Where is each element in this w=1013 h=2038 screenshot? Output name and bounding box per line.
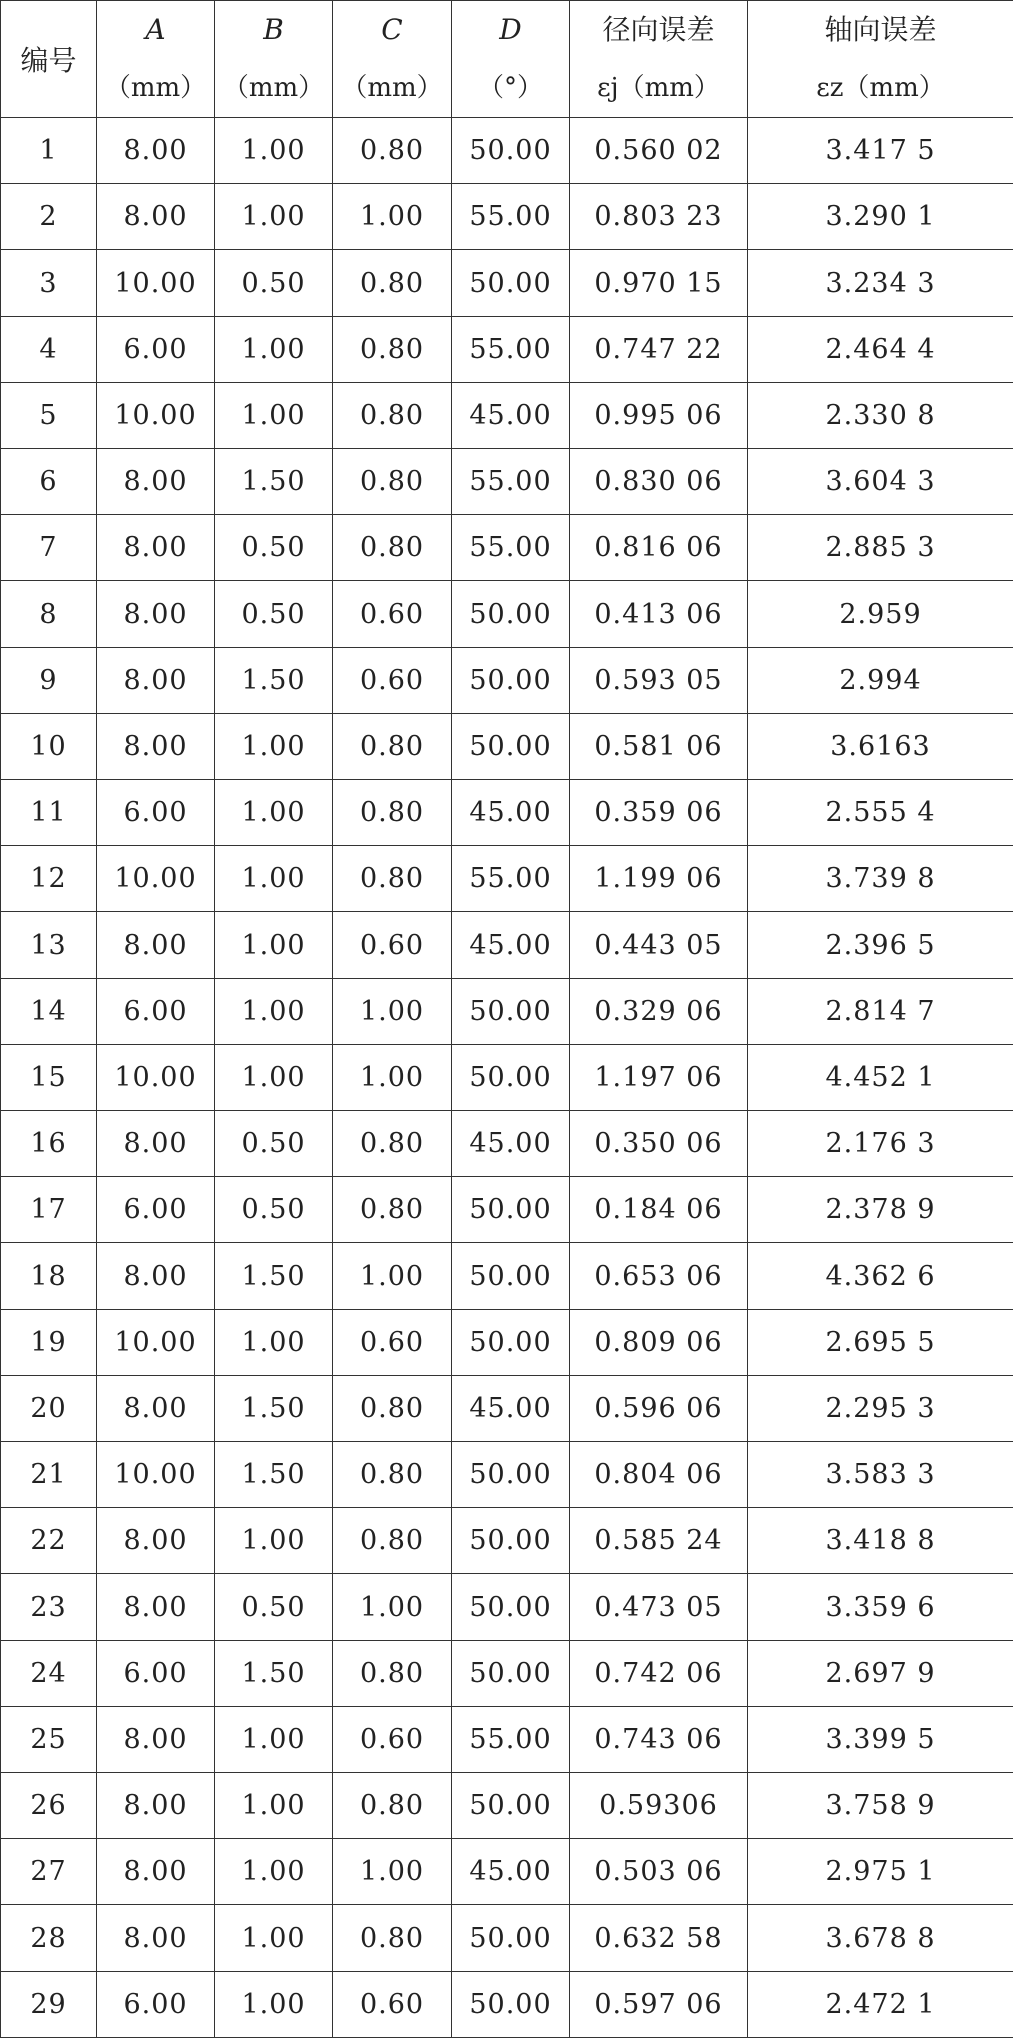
cell-d: 50.00	[452, 1243, 570, 1309]
cell-axial-error: 3.418 8	[748, 1508, 1013, 1574]
cell-axial-error: 3.290 1	[748, 184, 1013, 250]
cell-a: 8.00	[97, 912, 215, 978]
table-row	[1, 1706, 1013, 1772]
table-row	[1, 118, 1013, 184]
table-row	[1, 1574, 1013, 1640]
cell-number: 25	[1, 1706, 97, 1772]
header-d	[452, 1, 570, 118]
cell-c: 0.80	[333, 713, 452, 779]
cell-axial-error: 2.176 3	[748, 1111, 1013, 1177]
cell-d: 55.00	[452, 316, 570, 382]
cell-axial-error: 2.555 4	[748, 780, 1013, 846]
cell-b: 0.50	[215, 1111, 333, 1177]
cell-b: 1.00	[215, 1044, 333, 1110]
cell-d: 50.00	[452, 1309, 570, 1375]
table-row	[1, 1442, 1013, 1508]
cell-axial-error: 4.362 6	[748, 1243, 1013, 1309]
cell-c: 0.80	[333, 382, 452, 448]
header-radial-error	[570, 1, 748, 118]
cell-number: 26	[1, 1773, 97, 1839]
table-body	[1, 118, 1013, 2038]
cell-a: 8.00	[97, 1706, 215, 1772]
cell-d: 45.00	[452, 912, 570, 978]
cell-a: 10.00	[97, 382, 215, 448]
cell-a: 10.00	[97, 250, 215, 316]
cell-radial-error: 0.970 15	[570, 250, 748, 316]
header-radial-error-unit: εj（mm）	[597, 73, 720, 103]
cell-number: 19	[1, 1309, 97, 1375]
cell-a: 6.00	[97, 1177, 215, 1243]
cell-a: 8.00	[97, 1375, 215, 1441]
header-number-label: 编号	[20, 44, 77, 77]
cell-axial-error: 3.359 6	[748, 1574, 1013, 1640]
cell-a: 8.00	[97, 1111, 215, 1177]
cell-d: 50.00	[452, 978, 570, 1044]
table-row	[1, 1309, 1013, 1375]
cell-d: 50.00	[452, 1044, 570, 1110]
table-row	[1, 316, 1013, 382]
cell-d: 50.00	[452, 1971, 570, 2037]
cell-radial-error: 0.560 02	[570, 118, 748, 184]
cell-c: 0.60	[333, 1706, 452, 1772]
cell-b: 0.50	[215, 515, 333, 581]
cell-d: 50.00	[452, 713, 570, 779]
cell-axial-error: 2.994	[748, 647, 1013, 713]
cell-d: 55.00	[452, 449, 570, 515]
cell-axial-error: 2.330 8	[748, 382, 1013, 448]
cell-number: 6	[1, 449, 97, 515]
table-row	[1, 1971, 1013, 2037]
cell-number: 7	[1, 515, 97, 581]
cell-number: 18	[1, 1243, 97, 1309]
cell-radial-error: 0.503 06	[570, 1839, 748, 1905]
table-row	[1, 1044, 1013, 1110]
cell-c: 0.80	[333, 1111, 452, 1177]
cell-c: 1.00	[333, 978, 452, 1044]
table-row	[1, 1839, 1013, 1905]
table-row	[1, 912, 1013, 978]
cell-c: 1.00	[333, 1574, 452, 1640]
cell-number: 16	[1, 1111, 97, 1177]
cell-b: 0.50	[215, 1574, 333, 1640]
cell-b: 1.00	[215, 780, 333, 846]
cell-axial-error: 2.472 1	[748, 1971, 1013, 2037]
table-row	[1, 449, 1013, 515]
cell-c: 0.80	[333, 1375, 452, 1441]
cell-d: 55.00	[452, 1706, 570, 1772]
cell-d: 50.00	[452, 1640, 570, 1706]
cell-radial-error: 0.593 05	[570, 647, 748, 713]
cell-c: 0.80	[333, 118, 452, 184]
cell-number: 1	[1, 118, 97, 184]
header-number	[1, 1, 97, 118]
cell-b: 1.00	[215, 846, 333, 912]
cell-c: 0.80	[333, 846, 452, 912]
cell-a: 8.00	[97, 1243, 215, 1309]
cell-axial-error: 2.697 9	[748, 1640, 1013, 1706]
table-header	[1, 1, 1013, 118]
cell-radial-error: 0.747 22	[570, 316, 748, 382]
header-row	[1, 1, 1013, 118]
cell-number: 13	[1, 912, 97, 978]
cell-b: 1.50	[215, 1243, 333, 1309]
cell-radial-error: 0.359 06	[570, 780, 748, 846]
cell-number: 10	[1, 713, 97, 779]
cell-c: 1.00	[333, 1044, 452, 1110]
cell-a: 8.00	[97, 118, 215, 184]
cell-number: 29	[1, 1971, 97, 2037]
cell-radial-error: 0.830 06	[570, 449, 748, 515]
cell-d: 50.00	[452, 1508, 570, 1574]
cell-radial-error: 0.581 06	[570, 713, 748, 779]
cell-b: 1.50	[215, 1375, 333, 1441]
cell-number: 5	[1, 382, 97, 448]
cell-a: 10.00	[97, 1442, 215, 1508]
cell-c: 0.60	[333, 912, 452, 978]
cell-c: 1.00	[333, 184, 452, 250]
cell-c: 0.80	[333, 1773, 452, 1839]
cell-d: 50.00	[452, 1574, 570, 1640]
cell-d: 50.00	[452, 1773, 570, 1839]
cell-number: 12	[1, 846, 97, 912]
cell-c: 0.60	[333, 647, 452, 713]
cell-radial-error: 0.413 06	[570, 581, 748, 647]
table-row	[1, 846, 1013, 912]
cell-axial-error: 2.378 9	[748, 1177, 1013, 1243]
cell-radial-error: 0.59306	[570, 1773, 748, 1839]
cell-c: 0.80	[333, 449, 452, 515]
cell-c: 0.80	[333, 515, 452, 581]
cell-d: 50.00	[452, 1177, 570, 1243]
cell-a: 8.00	[97, 1905, 215, 1971]
cell-radial-error: 0.804 06	[570, 1442, 748, 1508]
cell-number: 14	[1, 978, 97, 1044]
header-c-label: C	[381, 13, 403, 46]
header-a	[97, 1, 215, 118]
cell-a: 6.00	[97, 978, 215, 1044]
cell-axial-error: 3.6163	[748, 713, 1013, 779]
cell-b: 1.00	[215, 1839, 333, 1905]
cell-c: 1.00	[333, 1839, 452, 1905]
cell-number: 17	[1, 1177, 97, 1243]
table-row	[1, 581, 1013, 647]
cell-d: 55.00	[452, 846, 570, 912]
cell-axial-error: 2.959	[748, 581, 1013, 647]
cell-a: 10.00	[97, 846, 215, 912]
cell-a: 8.00	[97, 647, 215, 713]
cell-b: 1.00	[215, 1773, 333, 1839]
cell-radial-error: 1.199 06	[570, 846, 748, 912]
cell-d: 50.00	[452, 118, 570, 184]
cell-c: 0.80	[333, 250, 452, 316]
cell-radial-error: 0.443 05	[570, 912, 748, 978]
table-row	[1, 1177, 1013, 1243]
cell-d: 50.00	[452, 1905, 570, 1971]
table-row	[1, 1640, 1013, 1706]
cell-number: 22	[1, 1508, 97, 1574]
cell-b: 1.00	[215, 118, 333, 184]
cell-axial-error: 2.295 3	[748, 1375, 1013, 1441]
cell-b: 1.00	[215, 1905, 333, 1971]
cell-c: 0.60	[333, 1309, 452, 1375]
cell-a: 6.00	[97, 1640, 215, 1706]
cell-radial-error: 0.473 05	[570, 1574, 748, 1640]
table-row	[1, 978, 1013, 1044]
cell-a: 8.00	[97, 1508, 215, 1574]
cell-axial-error: 2.695 5	[748, 1309, 1013, 1375]
table-row	[1, 1243, 1013, 1309]
cell-axial-error: 2.396 5	[748, 912, 1013, 978]
cell-b: 1.50	[215, 1442, 333, 1508]
cell-c: 0.80	[333, 780, 452, 846]
cell-number: 3	[1, 250, 97, 316]
header-c-unit: （mm）	[341, 73, 443, 103]
cell-number: 2	[1, 184, 97, 250]
cell-number: 15	[1, 1044, 97, 1110]
cell-radial-error: 0.329 06	[570, 978, 748, 1044]
cell-d: 50.00	[452, 250, 570, 316]
cell-c: 0.80	[333, 1508, 452, 1574]
cell-number: 9	[1, 647, 97, 713]
cell-axial-error: 2.885 3	[748, 515, 1013, 581]
cell-radial-error: 1.197 06	[570, 1044, 748, 1110]
cell-c: 0.80	[333, 1177, 452, 1243]
table-row	[1, 647, 1013, 713]
cell-axial-error: 3.678 8	[748, 1905, 1013, 1971]
header-c	[333, 1, 452, 118]
cell-a: 10.00	[97, 1309, 215, 1375]
cell-number: 4	[1, 316, 97, 382]
header-d-unit: （°）	[477, 73, 543, 103]
cell-b: 1.00	[215, 316, 333, 382]
header-b-unit: （mm）	[222, 73, 325, 103]
cell-a: 8.00	[97, 581, 215, 647]
cell-number: 24	[1, 1640, 97, 1706]
cell-b: 1.50	[215, 449, 333, 515]
cell-d: 45.00	[452, 1111, 570, 1177]
table-row	[1, 184, 1013, 250]
table-row	[1, 1773, 1013, 1839]
header-axial-error-unit: εz（mm）	[816, 73, 945, 103]
header-a-label: A	[145, 13, 166, 46]
cell-d: 55.00	[452, 184, 570, 250]
cell-b: 1.00	[215, 978, 333, 1044]
cell-b: 1.00	[215, 1971, 333, 2037]
cell-b: 0.50	[215, 250, 333, 316]
cell-a: 8.00	[97, 713, 215, 779]
cell-c: 0.60	[333, 1971, 452, 2037]
header-axial-error	[748, 1, 1013, 118]
cell-b: 0.50	[215, 581, 333, 647]
cell-a: 8.00	[97, 1773, 215, 1839]
cell-number: 21	[1, 1442, 97, 1508]
cell-c: 0.80	[333, 316, 452, 382]
table-row	[1, 250, 1013, 316]
cell-c: 0.80	[333, 1905, 452, 1971]
cell-number: 23	[1, 1574, 97, 1640]
cell-radial-error: 0.184 06	[570, 1177, 748, 1243]
cell-a: 6.00	[97, 780, 215, 846]
header-axial-error-label: 轴向误差	[824, 13, 937, 46]
header-b-label: B	[263, 13, 284, 46]
cell-radial-error: 0.653 06	[570, 1243, 748, 1309]
cell-d: 50.00	[452, 581, 570, 647]
cell-b: 1.00	[215, 1309, 333, 1375]
cell-d: 45.00	[452, 382, 570, 448]
cell-radial-error: 0.743 06	[570, 1706, 748, 1772]
cell-b: 1.00	[215, 184, 333, 250]
cell-b: 1.00	[215, 1508, 333, 1574]
cell-a: 6.00	[97, 316, 215, 382]
cell-radial-error: 0.597 06	[570, 1971, 748, 2037]
cell-b: 1.50	[215, 647, 333, 713]
table-row	[1, 515, 1013, 581]
cell-number: 28	[1, 1905, 97, 1971]
cell-c: 0.60	[333, 581, 452, 647]
cell-axial-error: 3.758 9	[748, 1773, 1013, 1839]
cell-d: 50.00	[452, 1442, 570, 1508]
cell-c: 0.80	[333, 1640, 452, 1706]
table-row	[1, 780, 1013, 846]
cell-number: 20	[1, 1375, 97, 1441]
cell-b: 1.00	[215, 382, 333, 448]
cell-b: 1.00	[215, 713, 333, 779]
cell-d: 45.00	[452, 780, 570, 846]
cell-axial-error: 2.975 1	[748, 1839, 1013, 1905]
header-a-unit: （mm）	[104, 73, 207, 103]
cell-b: 0.50	[215, 1177, 333, 1243]
cell-axial-error: 2.464 4	[748, 316, 1013, 382]
cell-radial-error: 0.596 06	[570, 1375, 748, 1441]
cell-axial-error: 3.604 3	[748, 449, 1013, 515]
cell-c: 1.00	[333, 1243, 452, 1309]
cell-c: 0.80	[333, 1442, 452, 1508]
cell-d: 50.00	[452, 647, 570, 713]
cell-b: 1.00	[215, 912, 333, 978]
cell-radial-error: 0.585 24	[570, 1508, 748, 1574]
cell-axial-error: 4.452 1	[748, 1044, 1013, 1110]
header-b	[215, 1, 333, 118]
cell-axial-error: 3.739 8	[748, 846, 1013, 912]
cell-d: 55.00	[452, 515, 570, 581]
cell-a: 10.00	[97, 1044, 215, 1110]
cell-a: 8.00	[97, 1574, 215, 1640]
cell-number: 11	[1, 780, 97, 846]
cell-d: 45.00	[452, 1375, 570, 1441]
cell-radial-error: 0.350 06	[570, 1111, 748, 1177]
cell-b: 1.00	[215, 1706, 333, 1772]
cell-axial-error: 3.583 3	[748, 1442, 1013, 1508]
table-row	[1, 1111, 1013, 1177]
table-row	[1, 382, 1013, 448]
cell-radial-error: 0.742 06	[570, 1640, 748, 1706]
cell-axial-error: 2.814 7	[748, 978, 1013, 1044]
table-row	[1, 1905, 1013, 1971]
table-row	[1, 1508, 1013, 1574]
cell-axial-error: 3.399 5	[748, 1706, 1013, 1772]
cell-number: 27	[1, 1839, 97, 1905]
cell-a: 8.00	[97, 449, 215, 515]
cell-a: 8.00	[97, 1839, 215, 1905]
cell-a: 8.00	[97, 184, 215, 250]
cell-a: 8.00	[97, 515, 215, 581]
header-radial-error-label: 径向误差	[602, 13, 715, 46]
header-d-label: D	[499, 13, 522, 46]
cell-radial-error: 0.995 06	[570, 382, 748, 448]
cell-axial-error: 3.417 5	[748, 118, 1013, 184]
cell-axial-error: 3.234 3	[748, 250, 1013, 316]
cell-radial-error: 0.816 06	[570, 515, 748, 581]
table-row	[1, 713, 1013, 779]
table-row	[1, 1375, 1013, 1441]
cell-number: 8	[1, 581, 97, 647]
cell-radial-error: 0.803 23	[570, 184, 748, 250]
cell-a: 6.00	[97, 1971, 215, 2037]
cell-b: 1.50	[215, 1640, 333, 1706]
cell-radial-error: 0.632 58	[570, 1905, 748, 1971]
cell-d: 45.00	[452, 1839, 570, 1905]
cell-radial-error: 0.809 06	[570, 1309, 748, 1375]
